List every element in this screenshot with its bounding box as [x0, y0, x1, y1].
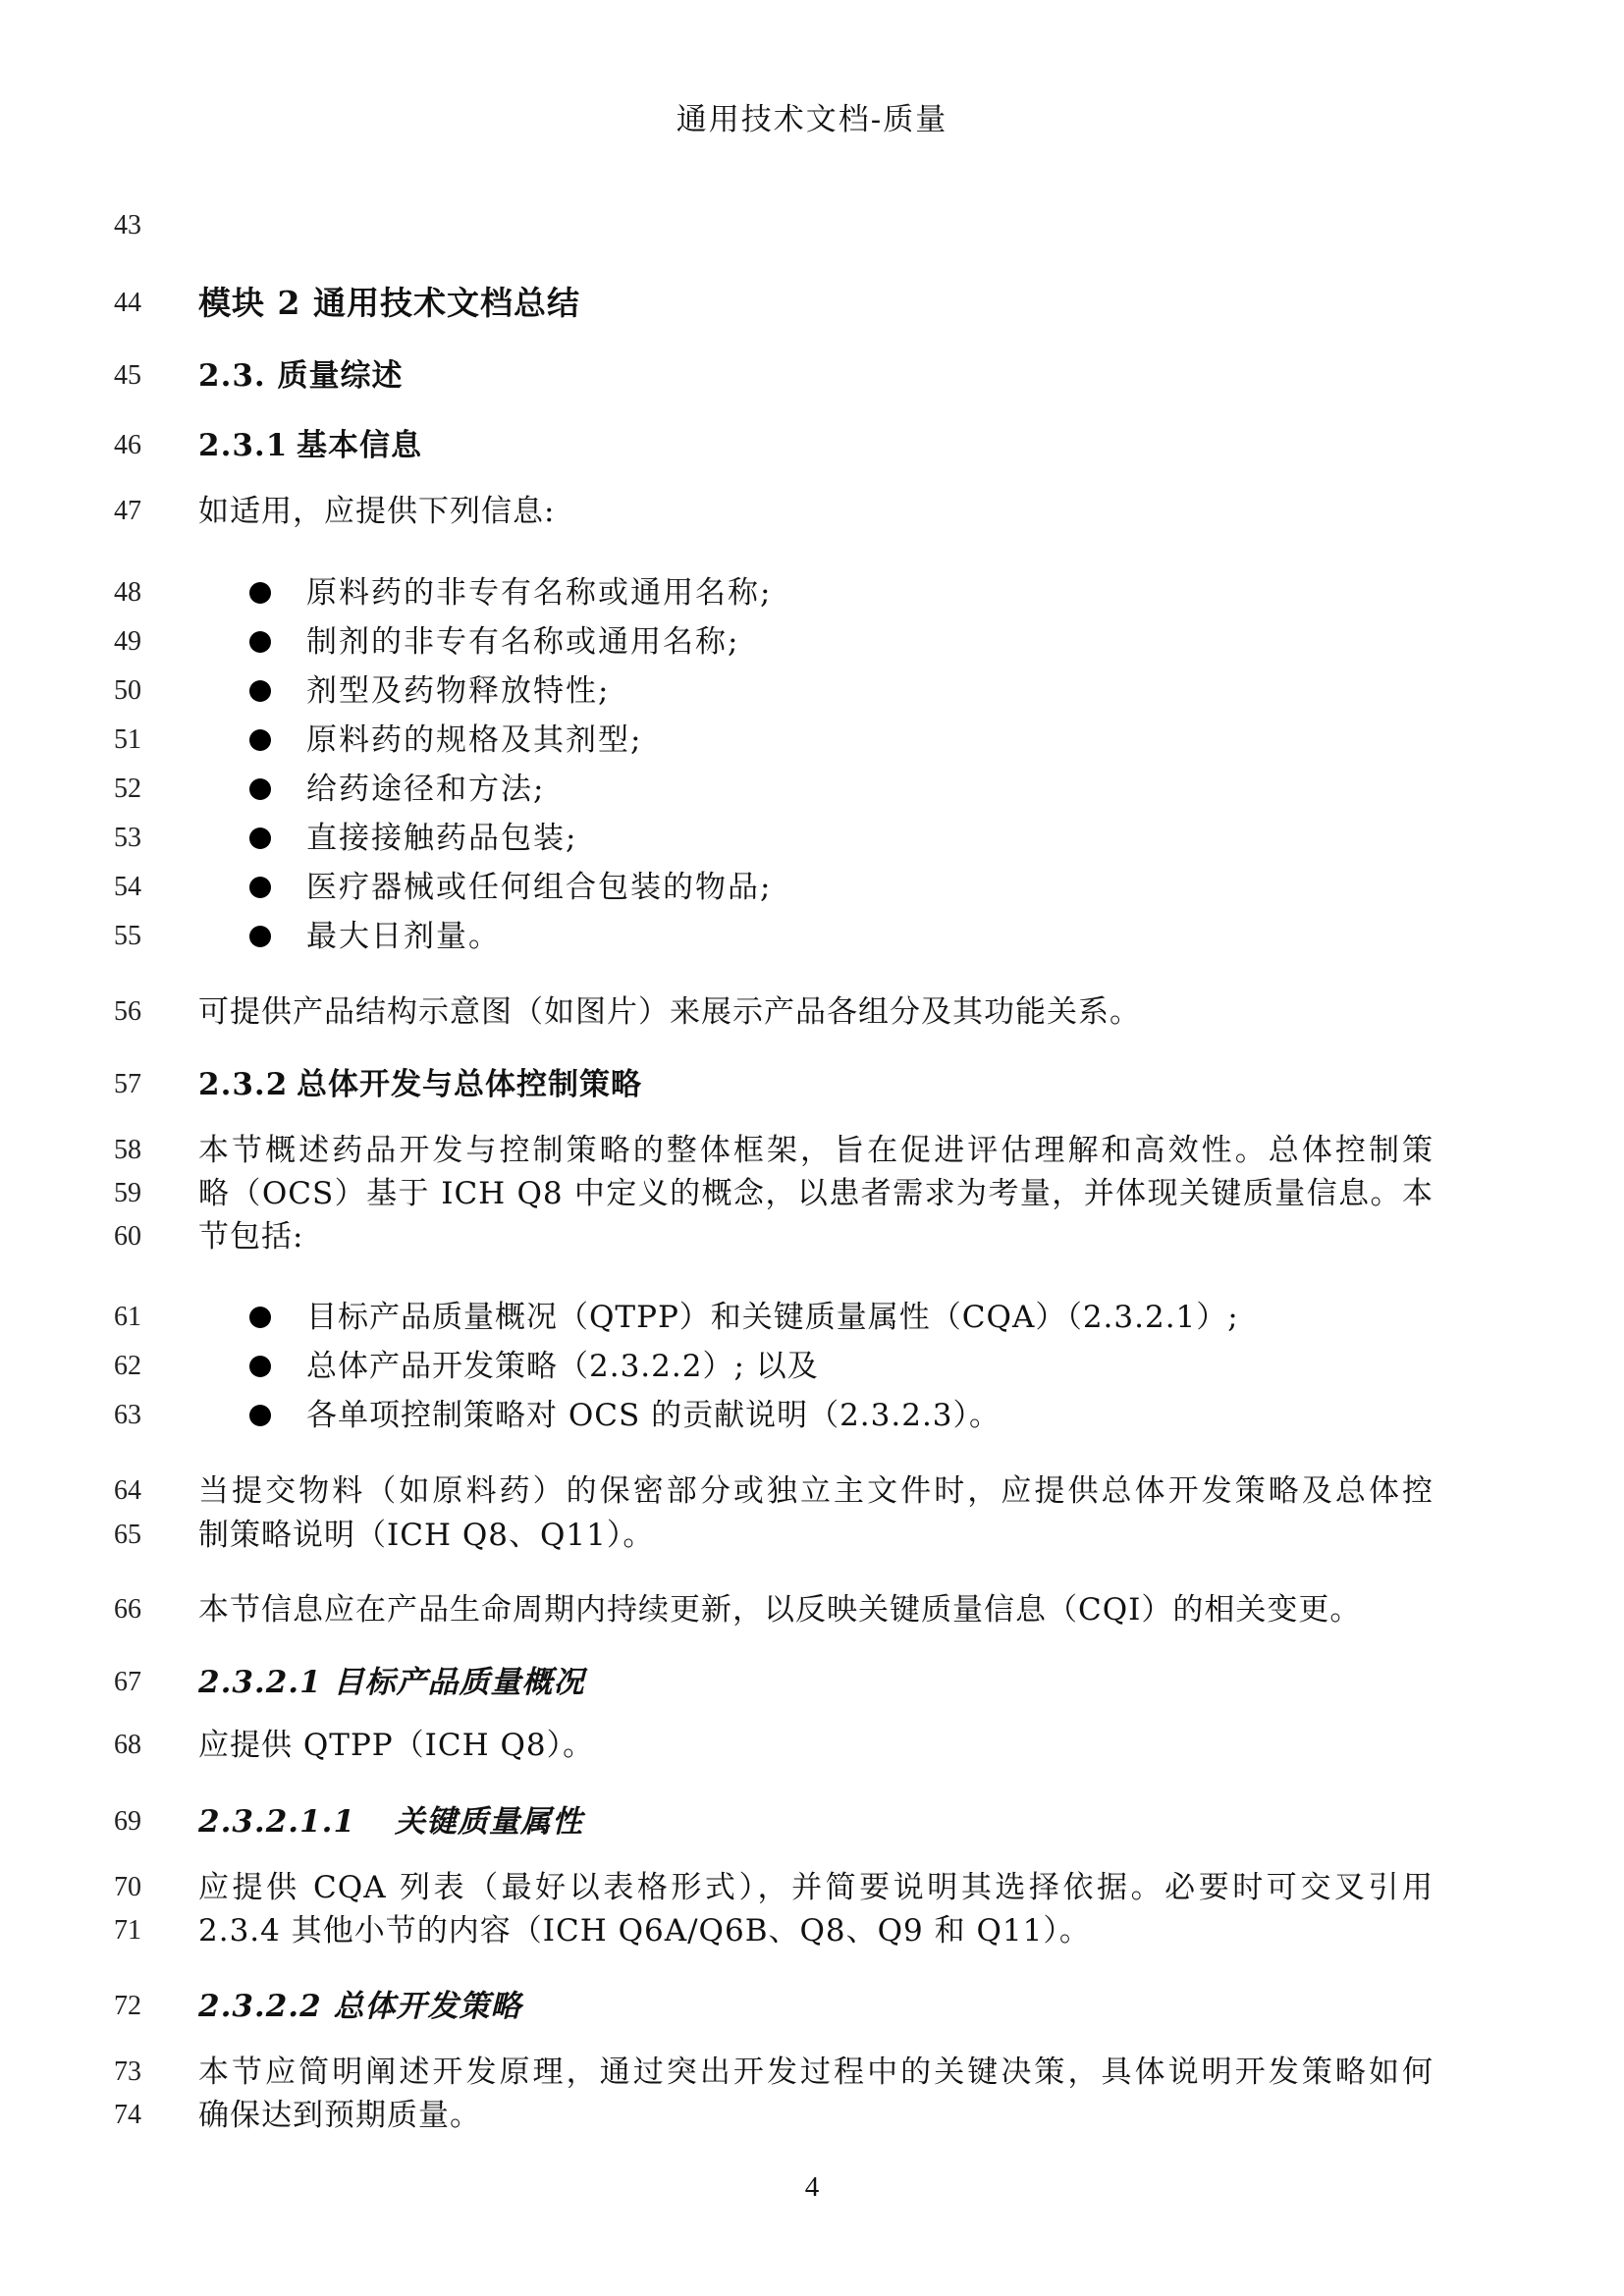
bullet-icon [249, 1405, 271, 1426]
line-number: 66 [114, 1594, 141, 1625]
document-line [0, 1984, 1624, 2029]
document-line [0, 1865, 1624, 1910]
line-number: 46 [114, 430, 141, 460]
bullet-text: 最大日剂量。 [306, 919, 501, 954]
section-heading: 2.3. 质量综述 [198, 358, 404, 394]
document-line [0, 570, 1624, 615]
line-number: 47 [114, 496, 141, 526]
paragraph-text: 可提供产品结构示意图（如图片）来展示产品各组分及其功能关系。 [198, 994, 1141, 1030]
line-number: 69 [114, 1806, 141, 1837]
document-line [0, 1128, 1624, 1173]
section-number: 2.3.1 [198, 428, 289, 463]
subsection-heading [198, 1062, 642, 1107]
document-line [0, 423, 1624, 468]
paragraph-text: 当提交物料（如原料药）的保密部分或独立主文件时，应提供总体开发策略及总体控 [198, 1473, 1434, 1509]
document-line [0, 1393, 1624, 1438]
document-line [0, 1660, 1624, 1705]
bullet-text: 给药途径和方法; [306, 772, 546, 807]
document-line [0, 865, 1624, 910]
line-number: 70 [114, 1872, 141, 1902]
document-line [0, 1799, 1624, 1844]
section-title: 总体开发与总体控制策略 [297, 1067, 642, 1102]
document-line [0, 1171, 1624, 1216]
line-number: 49 [114, 626, 141, 657]
document-line [0, 489, 1624, 534]
line-number: 68 [114, 1730, 141, 1760]
bullet-icon [249, 631, 271, 653]
paragraph-text: 确保达到预期质量。 [198, 2098, 481, 2133]
document-line [0, 1513, 1624, 1558]
document-line [0, 203, 1624, 248]
line-number: 57 [114, 1069, 141, 1099]
paragraph-text: 本节应简明阐述开发原理，通过突出开发过程中的关键决策，具体说明开发策略如何 [198, 2055, 1434, 2090]
document-line [0, 353, 1624, 399]
document-line [0, 767, 1624, 812]
document-line [0, 1295, 1624, 1340]
bullet-icon [249, 680, 271, 702]
bullet-text: 目标产品质量概况（QTPP）和关键质量属性（CQA）（2.3.2.1）; [306, 1300, 1239, 1335]
document-line [0, 1062, 1624, 1107]
bullet-icon [249, 778, 271, 800]
document-line [0, 1723, 1624, 1768]
document-line [0, 718, 1624, 763]
document-line [0, 914, 1624, 959]
line-number: 44 [114, 288, 141, 318]
paragraph-text: 本节信息应在产品生命周期内持续更新，以反映关键质量信息（CQI）的相关变更。 [198, 1592, 1362, 1628]
line-number: 61 [114, 1302, 141, 1332]
line-number: 56 [114, 996, 141, 1027]
bullet-text: 原料药的非专有名称或通用名称; [306, 575, 773, 611]
line-number: 74 [114, 2100, 141, 2130]
paragraph-text: 应提供 CQA 列表（最好以表格形式），并简要说明其选择依据。必要时可交叉引用 [198, 1870, 1434, 1905]
line-number: 53 [114, 823, 141, 853]
bullet-icon [249, 877, 271, 898]
page-number: 4 [804, 2171, 820, 2203]
bullet-icon [249, 828, 271, 849]
line-number: 51 [114, 724, 141, 755]
document-line [0, 989, 1624, 1035]
subsubsection-heading [198, 1799, 583, 1844]
section-title: 关键质量属性 [395, 1804, 583, 1840]
line-number: 67 [114, 1667, 141, 1697]
bullet-icon [249, 1356, 271, 1377]
document-line [0, 1468, 1624, 1514]
document-line [0, 619, 1624, 665]
line-number: 72 [114, 1991, 141, 2021]
document-line [0, 1344, 1624, 1389]
document-line [0, 1214, 1624, 1259]
document-line [0, 1587, 1624, 1632]
subsection-heading [198, 423, 422, 468]
bullet-text: 各单项控制策略对 OCS 的贡献说明（2.3.2.3）。 [306, 1398, 1001, 1433]
paragraph-text: 应提供 QTPP（ICH Q8）。 [198, 1728, 595, 1763]
line-number: 58 [114, 1135, 141, 1165]
section-number: 2.3.2 [198, 1067, 289, 1102]
bullet-text: 直接接触药品包装; [306, 821, 578, 856]
line-number: 60 [114, 1221, 141, 1252]
bullet-text: 总体产品开发策略（2.3.2.2）; 以及 [306, 1349, 819, 1384]
document-line [0, 2050, 1624, 2095]
section-title: 基本信息 [297, 428, 422, 463]
bullet-text: 剂型及药物释放特性; [306, 673, 611, 709]
line-number: 59 [114, 1178, 141, 1208]
bullet-icon [249, 1307, 271, 1328]
line-number: 50 [114, 675, 141, 706]
document-line [0, 1908, 1624, 1953]
line-number: 45 [114, 360, 141, 391]
module-heading: 模块 2 通用技术文档总结 [198, 284, 580, 322]
line-number: 65 [114, 1520, 141, 1550]
bullet-text: 医疗器械或任何组合包装的物品; [306, 870, 773, 905]
paragraph-text: 制策略说明（ICH Q8、Q11）。 [198, 1518, 655, 1553]
document-line [0, 2093, 1624, 2138]
paragraph-text: 2.3.4 其他小节的内容（ICH Q6A/Q6B、Q8、Q9 和 Q11）。 [198, 1913, 1091, 1949]
line-number: 48 [114, 577, 141, 608]
paragraph-text: 如适用，应提供下列信息: [198, 494, 556, 529]
subsubsection-heading: 2.3.2.1 目标产品质量概况 [198, 1665, 585, 1700]
bullet-icon [249, 729, 271, 751]
line-number: 55 [114, 921, 141, 951]
bullet-text: 原料药的规格及其剂型; [306, 722, 643, 758]
line-number: 73 [114, 2056, 141, 2087]
paragraph-text: 节包括: [198, 1219, 304, 1255]
line-number: 62 [114, 1351, 141, 1381]
bullet-icon [249, 926, 271, 947]
document-line [0, 668, 1624, 714]
line-number: 43 [114, 210, 141, 240]
line-number: 71 [114, 1915, 141, 1946]
bullet-icon [249, 582, 271, 604]
bullet-text: 制剂的非专有名称或通用名称; [306, 624, 740, 660]
line-number: 64 [114, 1475, 141, 1506]
line-number: 63 [114, 1400, 141, 1430]
subsubsection-heading: 2.3.2.2 总体开发策略 [198, 1989, 522, 2024]
section-number: 2.3.2.1.1 [198, 1804, 356, 1840]
line-number: 52 [114, 774, 141, 804]
document-line [0, 816, 1624, 861]
paragraph-text: 略（OCS）基于 ICH Q8 中定义的概念，以患者需求为考量，并体现关键质量信息。本 [198, 1176, 1434, 1211]
document-line [0, 281, 1624, 326]
page-header: 通用技术文档-质量 [676, 102, 948, 137]
paragraph-text: 本节概述药品开发与控制策略的整体框架，旨在促进评估理解和高效性。总体控制策 [198, 1133, 1434, 1168]
line-number: 54 [114, 872, 141, 902]
